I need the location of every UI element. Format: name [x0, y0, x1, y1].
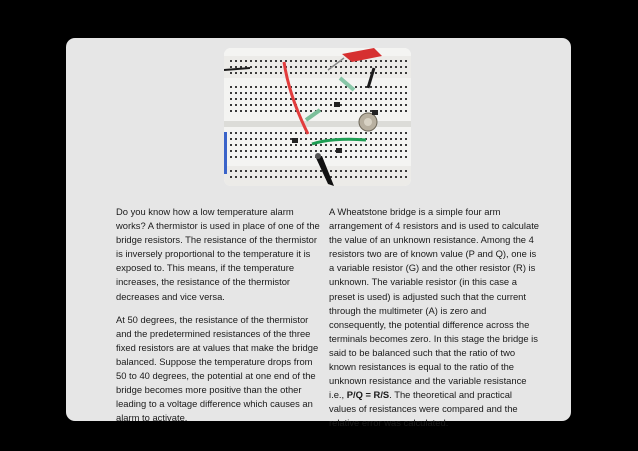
breadboard-photo: [224, 48, 411, 186]
right-paragraph-1: [329, 205, 539, 431]
left-paragraph-1: Do you know how a low temperature alarm works? A thermistor is used in place of one of the bridge resistors. The resistance of the thermistor is inversely proportional to the temperature it is exposed to. This means, if the temperature increases, the resistance of the thermistor decreases and vice versa.: [116, 206, 320, 302]
right-paragraph-tail: . The theoretical and practical values of resistances were compared and the relative error was calculated.: [329, 389, 518, 429]
right-text-column: [329, 205, 539, 431]
left-paragraph-2: At 50 degrees, the resistance of the thermistor and the predetermined resistances of the three fixed resistors are at values that make the bridge balanced. Suppose the temperature drops from 50 to 40 degrees, the potential at one end of the bridge becomes more positive than the other leading to a voltage difference which causes an alarm to activate.: [116, 313, 319, 424]
right-paragraph-text: A Wheatstone bridge is a simple four arm arrangement of 4 resistors and is used to calculate the value of an unknown resistance. Among the 4 resistors two are of known value (P and Q), one is a variable resistor (G) and the other resistor (R) is unknown. The variable resistor (in this case a preset is used) is adjusted such that the current through the multimeter (A) is zero and consequently, the potential difference across the terminals becomes zero. In this stage the bridge is said to be balanced such that the ratio of two known resistances is equal to the ratio of the unknown resistance and the variable resistance i.e.,: [329, 206, 540, 401]
content-card: [66, 38, 571, 429]
left-text-column: [116, 205, 321, 425]
ratio-formula: P/Q = R/S: [346, 389, 390, 401]
